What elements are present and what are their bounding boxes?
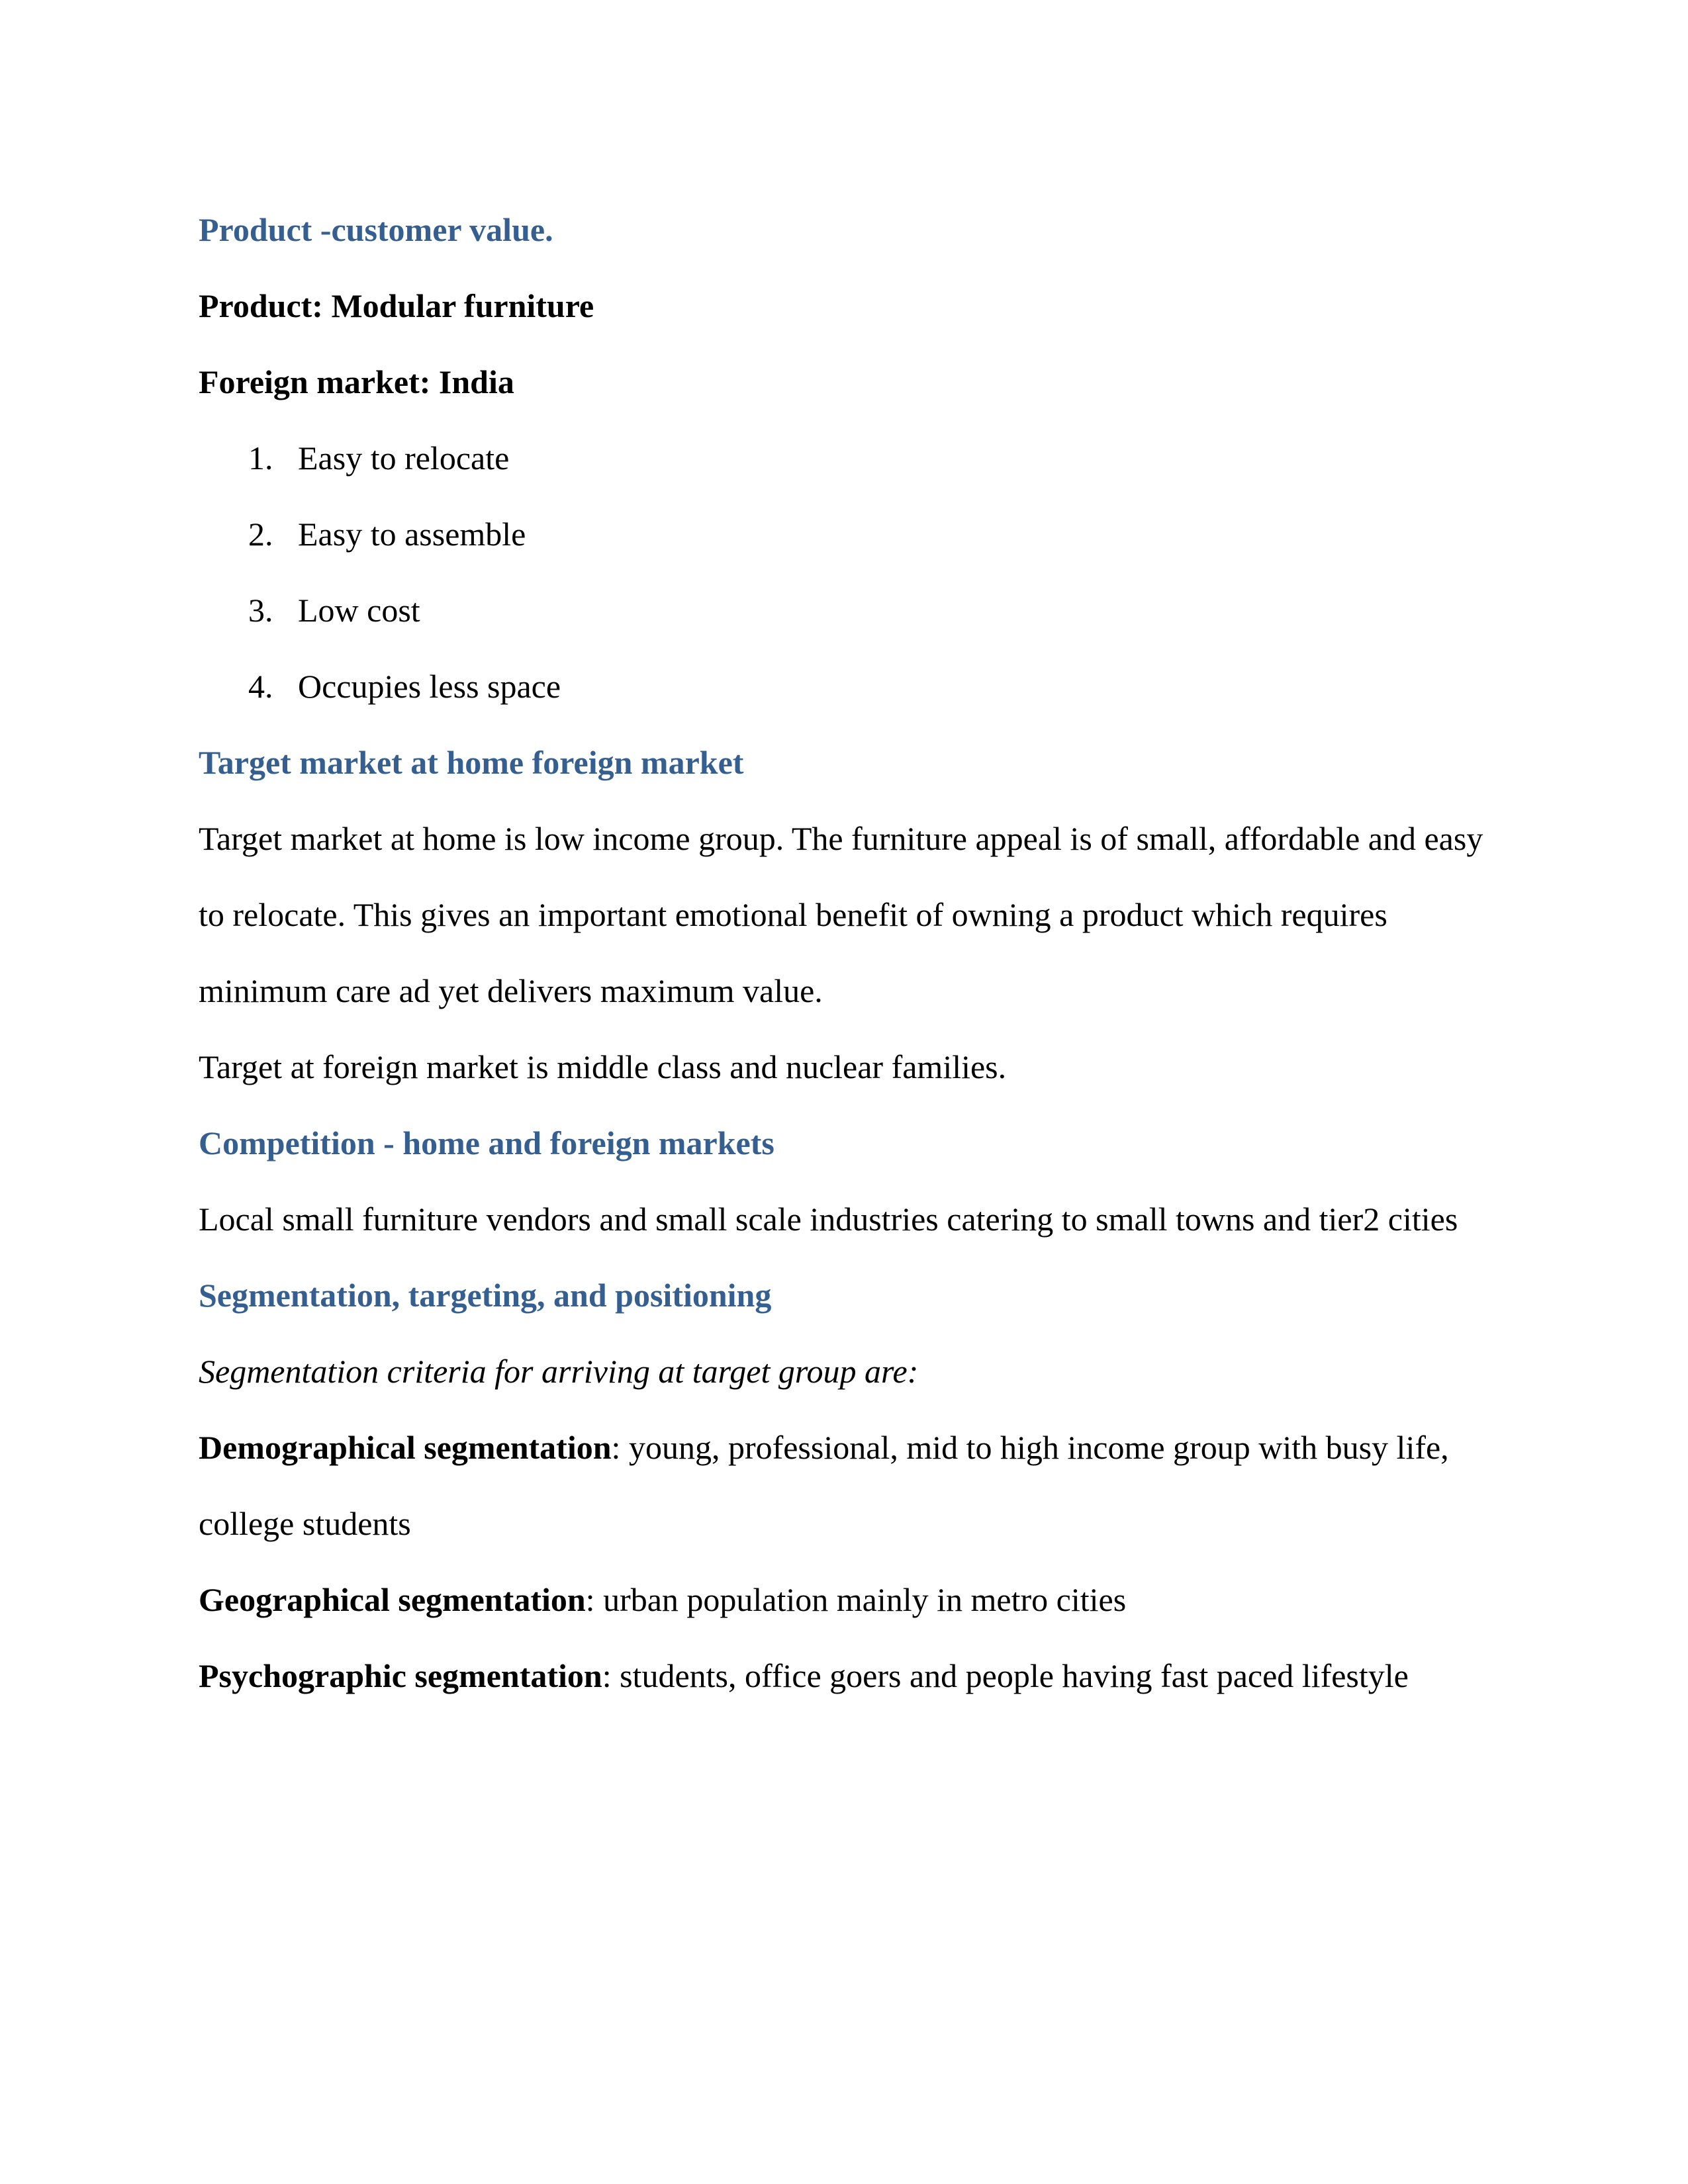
geographic-text: : urban population mainly in metro cities xyxy=(585,1581,1127,1618)
heading-segmentation-targeting-positioning: Segmentation, targeting, and positioning xyxy=(199,1277,772,1314)
demographic-segmentation-line-1 xyxy=(199,1410,1489,1486)
list-text: Easy to assemble xyxy=(298,516,526,553)
psychographic-segmentation xyxy=(199,1638,1489,1714)
demographic-segmentation-line-2: college students xyxy=(199,1505,411,1542)
list-text: Low cost xyxy=(298,592,420,629)
competition-text: Local small furniture vendors and small scale industries catering to small towns and tier2 cities xyxy=(199,1201,1458,1238)
document-content xyxy=(199,192,1489,1714)
list-item xyxy=(199,496,1489,572)
list-item xyxy=(199,572,1489,649)
heading-competition: Competition - home and foreign markets xyxy=(199,1124,774,1161)
target-paragraph-line-3: minimum care ad yet delivers maximum value. xyxy=(199,972,823,1009)
heading-target-market: Target market at home foreign market xyxy=(199,744,744,781)
target-paragraph-line-2: to relocate. This gives an important emotional benefit of owning a product which requires xyxy=(199,896,1387,933)
demographic-label: Demographical segmentation xyxy=(199,1429,612,1466)
list-text: Easy to relocate xyxy=(298,439,510,477)
geographic-segmentation xyxy=(199,1562,1489,1638)
list-item xyxy=(199,420,1489,496)
target-paragraph-line-1: Target market at home is low income group. The furniture appeal is of small, affordable and easy xyxy=(199,820,1483,857)
demographic-text: : young, professional, mid to high income group with busy life, xyxy=(611,1429,1449,1466)
geographic-label: Geographical segmentation xyxy=(199,1581,586,1618)
list-number: 2. xyxy=(248,516,273,553)
list-number: 4. xyxy=(248,668,273,705)
heading-product-customer-value: Product -customer value. xyxy=(199,211,553,248)
psychographic-text: : students, office goers and people having fast paced lifestyle xyxy=(602,1657,1409,1694)
product-label: Product: Modular furniture xyxy=(199,287,594,324)
foreign-market-label: Foreign market: India xyxy=(199,363,514,400)
target-foreign-text: Target at foreign market is middle class and nuclear families. xyxy=(199,1048,1007,1085)
psychographic-label: Psychographic segmentation xyxy=(199,1657,602,1694)
list-number: 1. xyxy=(248,439,273,477)
list-number: 3. xyxy=(248,592,273,629)
list-text: Occupies less space xyxy=(298,668,561,705)
segmentation-intro: Segmentation criteria for arriving at target group are: xyxy=(199,1353,919,1390)
list-item xyxy=(199,649,1489,725)
